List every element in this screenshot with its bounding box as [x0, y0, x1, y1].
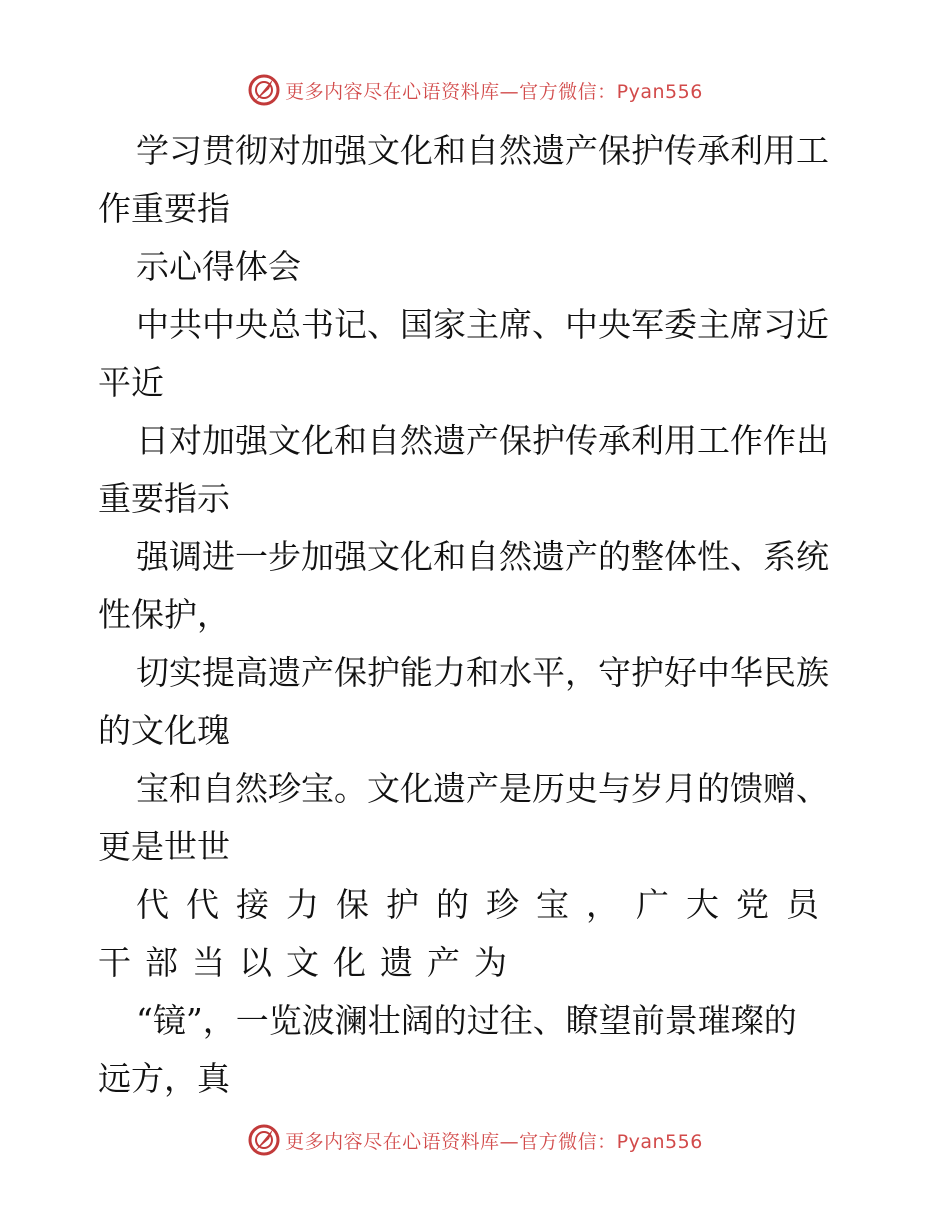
text-line: 宝和自然珍宝。文化遗产是历史与岁月的馈赠、	[136, 769, 829, 808]
quill-logo-icon	[247, 1123, 281, 1157]
text-line: 重要指示	[98, 479, 230, 518]
text-line: 中共中央总书记、国家主席、中央军委主席习近	[136, 305, 829, 344]
text-line: 平近	[98, 363, 164, 402]
text-line: 远方，真	[98, 1059, 230, 1098]
text-line: 代代接力保护的珍宝，广大党员	[136, 885, 836, 924]
text-line: 示心得体会	[136, 247, 301, 286]
text-line: 强调进一步加强文化和自然遗产的整体性、系统	[136, 537, 829, 576]
text-line: 学习贯彻对加强文化和自然遗产保护传承利用工	[136, 131, 829, 170]
text-line: 干部当以文化遗产为	[98, 943, 521, 982]
text-line: 日对加强文化和自然遗产保护传承利用工作作出	[136, 421, 829, 460]
watermark-header	[0, 70, 950, 110]
text-line: 作重要指	[98, 189, 230, 228]
watermark-footer	[0, 1120, 950, 1160]
text-line: 更是世世	[98, 827, 230, 866]
text-line: 性保护，	[98, 595, 230, 634]
document-body	[98, 122, 858, 1108]
watermark-text: 更多内容尽在心语资料库—官方微信：Pyan556	[285, 1130, 703, 1153]
text-line: “镜”，一览波澜壮阔的过往、瞭望前景璀璨的	[136, 1001, 797, 1040]
text-line: 切实提高遗产保护能力和水平，守护好中华民族	[136, 653, 829, 692]
text-line: 的文化瑰	[98, 711, 230, 750]
watermark-text: 更多内容尽在心语资料库—官方微信：Pyan556	[285, 80, 703, 103]
quill-logo-icon	[247, 73, 281, 107]
